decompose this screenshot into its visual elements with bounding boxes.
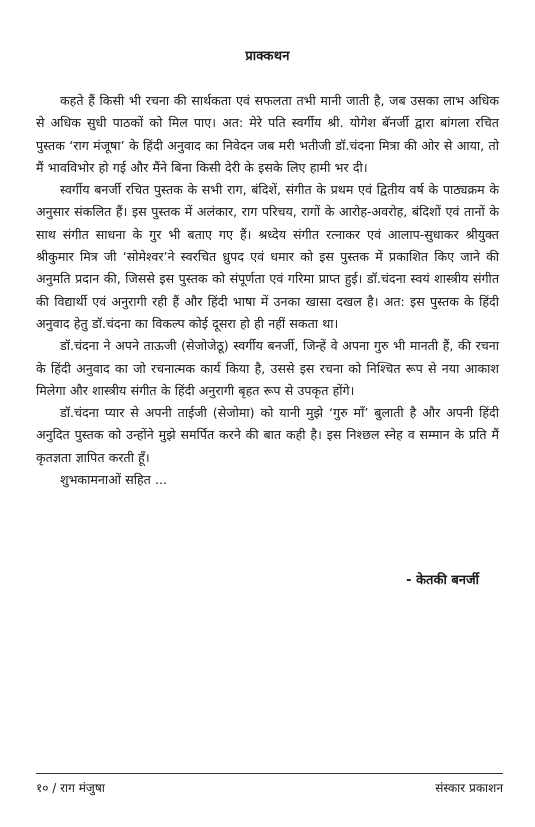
foreword-body bbox=[36, 90, 499, 491]
footer-divider bbox=[36, 773, 503, 774]
footer-publisher: संस्कार प्रकाशन bbox=[435, 781, 503, 795]
footer-page-number: १० / राग मंजुषा bbox=[36, 781, 105, 795]
paragraph-4: डॉ.चंदना प्यार से अपनी ताईजी (सेजोमा) को यानी मुझे ‘गुरु माँ’ बुलाती है और अपनी हिंदी अनुदित पुस्तक को उन्होंने मुझे समर्पित करने की बात कही है। इस निश्छल स्नेह व सम्मान के प्रति मैं कृतज्ञता ज्ञापित करती हूँ। bbox=[36, 405, 499, 465]
paragraph-3: डॉ.चंदना ने अपने ताऊजी (सेजोजेठू) स्वर्गीय बनर्जी, जिन्हें वे अपना गुरु भी मानती हैं, की रचना के हिंदी अनुवाद का जो रचनात्मक कार्य किया है, उससे इस रचना को निश्चित रूप से नया आकाश मिलेगा और शास्त्रीय संगीत के हिंदी अनुरागी बृहत रूप से उपकृत होंगे। bbox=[36, 338, 499, 398]
paragraph-1: कहते हैं किसी भी रचना की सार्थकता एवं सफलता तभी मानी जाती है, जब उसका लाभ अधिक से अधिक सुधी पाठकों को मिल पाए। अत: मेरे पति स्वर्गीय श्री. योगेश बॅनर्जी द्वारा बांगला रचित पुस्तक ‘राग मंजूषा’ के हिंदी अनुवाद का निवेदन जब मरी भतीजी डॉ.चंदना मित्रा की ओर से आया, तो मैं भावविभोर हो गई और मैंने बिना किसी देरी के इसके लिए हामी भर दी। bbox=[36, 93, 499, 175]
paragraph-5: शुभकामनाओं सहित ... bbox=[60, 472, 168, 488]
author-signature: - केतकी बनर्जी bbox=[406, 573, 479, 588]
page-title: प्राक्कथन bbox=[245, 49, 290, 64]
paragraph-2: स्वर्गीय बनर्जी रचित पुस्तक के सभी राग, बंदिशें, संगीत के प्रथम एवं द्वितीय वर्ष के पाठ्यक्रम के अनुसार संकलित हैं। इस पुस्तक में अलंकार, राग परिचय, रागों के आरोह-अवरोह, बंदिशों एवं तानों के साथ संगीत साधना के गुर भी बताए गए हैं। श्रध्देय संगीत रत्नाकर एवं आलाप-सुधाकर श्रीयुक्त श्रीकुमार मित्र जी ‘सोमेश्वर’ने स्वरचित ध्रुपद एवं धमार को इस पुस्तक में प्रकाशित किए जाने की अनुमति प्रदान की, जिससे इस पुस्तक को संपूर्णता एवं गरिमा प्राप्त हुई। डॉ.चंदना स्वयं शास्त्रीय संगीत की विद्यार्थी एवं अनुरागी रही हैं और हिंदी भाषा में उनका खासा दखल है। अत: इस पुस्तक के हिंदी अनुवाद हेतु डॉ.चंदना का विकल्प कोई दूसरा हो ही नहीं सकता था। bbox=[36, 182, 499, 331]
